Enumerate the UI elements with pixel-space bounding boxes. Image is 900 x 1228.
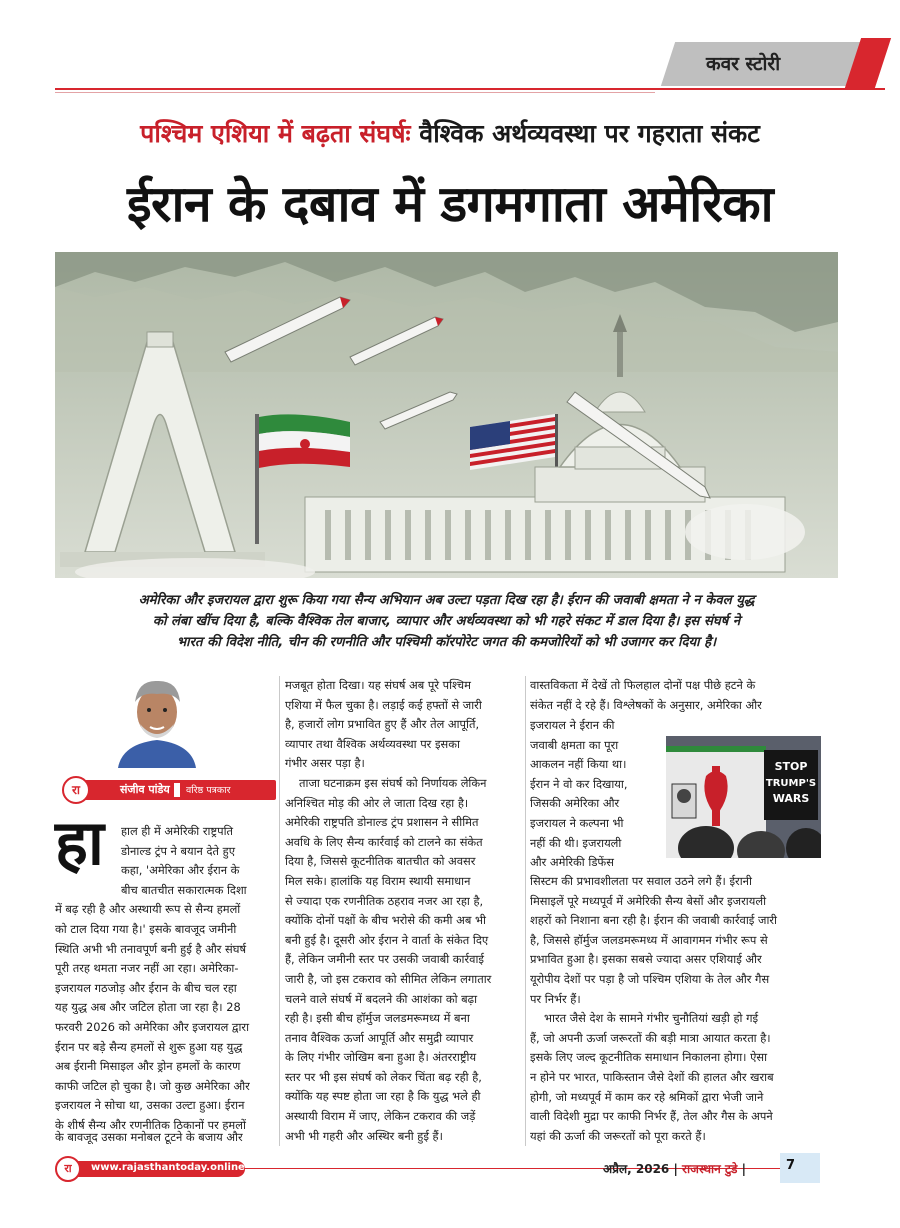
text-line: न होने पर भारत, पाकिस्तान जैसे देशों की हालत और खराब (530, 1069, 774, 1084)
text-line: गंभीर असर पड़ा है। (285, 756, 365, 771)
author-photo (118, 672, 196, 768)
section-tag: कवर स्टोरी (706, 53, 781, 75)
text-line: अब ईरानी मिसाइल और ड्रोन हमलों के कारण (55, 1059, 241, 1074)
text-line: में बढ़ रही है और अस्थायी रूप से सैन्य हमलों (55, 902, 241, 917)
text-line: जवाबी क्षमता का पूरा (530, 737, 619, 752)
text-line: क्योंकि दोनों पक्षों के बीच भरोसे की कमी अब भी (285, 913, 486, 928)
sign-line: TRUMP'S (765, 778, 817, 789)
text-line: इसके लिए जल्द कूटनीतिक समाधान निकालना होगा। ऐसा (530, 1050, 768, 1065)
text-line: के बावजूद उसका मनोबल टूटने के बजाय और (55, 1130, 243, 1144)
author-role: वरिष्ठ पत्रकार (186, 785, 231, 796)
text-line: जारी है, जो इस टकराव को सीमित लेकिन लगातार (285, 971, 492, 986)
text-line: काफी जटिल हो चुका है। जो कुछ अमेरिका और (55, 1078, 250, 1093)
website-url[interactable]: www.rajasthantoday.online (91, 1162, 245, 1173)
footer-website (55, 1156, 245, 1182)
text-line: अनिश्चित मोड़ की ओर ले जाता दिख रहा है। (285, 795, 469, 810)
footer-issue: अप्रैल, 2026 | राजस्थान टुडे | (603, 1162, 747, 1176)
text-line: के लिए गंभीर जोखिम बना हुआ है। अंतरराष्ट्रीय (285, 1050, 477, 1065)
article-column-2 (285, 676, 520, 1146)
text-line: हैं, लेकिन जमीनी स्तर पर उसकी जवाबी कार्रवाई (285, 952, 485, 967)
text-line: कहा, 'अमेरिका और ईरान के (121, 863, 240, 878)
text-line: रही है। इसी बीच हॉर्मुज जलडमरूमध्य में बना (285, 1011, 470, 1026)
text-line: ताजा घटनाक्रम इस संघर्ष को निर्णायक लेकिन (299, 775, 487, 790)
text-line: जिसकी अमेरिका और (530, 796, 620, 811)
text-line: शहरों को निशाना बना रही है। ईरान की जवाबी कार्रवाई जारी (530, 913, 778, 928)
text-line: ईरान ने वो कर दिखाया, (530, 776, 628, 791)
text-line: क्योंकि यह स्पष्ट होता जा रहा है कि युद्ध भले ही (285, 1089, 481, 1104)
text-line: हाल ही में अमेरिकी राष्ट्रपति (121, 824, 234, 838)
text-line: अस्थायी विराम में जाए, लेकिन टकराव की जड़ें (285, 1109, 476, 1124)
text-line: संकेत नहीं दे रहे हैं। विश्लेषकों के अनुसार, अमेरिका और (530, 697, 762, 712)
article-column-1-end (55, 1128, 274, 1148)
text-line: अवधि के लिए सैन्य कार्रवाई को टालने का संकेत (285, 834, 483, 849)
text-line: भारत जैसे देश के सामने गंभीर चुनौतियां खड़ी हो गई (544, 1011, 759, 1026)
text-line: स्तर पर भी इस संघर्ष को लेकर चिंता बढ़ रही है, (285, 1069, 482, 1084)
text-line: व्यापार तथा वैश्विक अर्थव्यवस्था पर इसका (285, 736, 460, 751)
text-line: मिल सके। हालांकि यह विराम स्थायी समाधान (285, 873, 471, 888)
protest-photo (666, 736, 821, 858)
text-line: मजबूत होता दिखा। यह संघर्ष अब पूरे पश्चिम (285, 678, 471, 692)
text-line: चलने वाले संघर्ष में बदलने की आशंका को बढ़ा (285, 991, 478, 1006)
text-line: को टाल दिया गया है।' इसके बावजूद जमीनी (55, 921, 237, 936)
text-line: अभी भी गहरी और अस्थिर बनी हुई हैं। (285, 1128, 443, 1143)
lede-line: भारत की विदेश नीति, चीन की रणनीति और पश्चिमी कॉरपोरेट जगत की कमजोरियों को भी उजागर कर दिया है। (176, 635, 717, 650)
text-line: पर निर्भर हैं। (530, 991, 581, 1006)
text-line: एशिया में फैल चुका है। लड़ाई कई हफ्तों से जारी (285, 697, 482, 712)
text-line: दिया है, जिससे कूटनीतिक बातचीत को अवसर (285, 854, 476, 869)
sign-line: STOP (774, 760, 808, 773)
issue-date: अप्रैल, 2026 (603, 1162, 670, 1176)
text-line: यूरोपीय देशों पर पड़ा है जो पश्चिम एशिया के तेल और गैस (530, 971, 770, 986)
article-column-3-top (530, 676, 823, 715)
kicker-black: वैश्विक अर्थव्यवस्था पर गहराता संकट (410, 119, 760, 148)
publication-name: राजस्थान टुडे (682, 1162, 738, 1176)
article-column-3-bottom (530, 872, 823, 1146)
kicker-red: पश्चिम एशिया में बढ़ता संघर्षः (140, 119, 411, 148)
lede-line: अमेरिका और इजरायल द्वारा शुरू किया गया सैन्य अभियान अब उल्टा पड़ता दिख रहा है। ईरान की जवाबी क्षमता ने न केवल युद्ध (138, 593, 755, 608)
publication-logo-icon: रा (62, 776, 90, 804)
text-line: मिसाइलें पूरे मध्यपूर्व में अमेरिकी सैन्य बेसों और इजरायली (530, 893, 767, 908)
text-line: के शीर्ष सैन्य और रणनीतिक ठिकानों पर हमलों (55, 1117, 246, 1132)
kicker (0, 116, 900, 150)
column-divider (525, 676, 526, 1146)
footer-logo-icon: रा (55, 1156, 81, 1182)
headline: ईरान के दबाव में डगमगाता अमेरिका (126, 175, 774, 233)
text-line: प्रभावित हुआ है। इसका सबसे ज्यादा असर एशियाई और (530, 952, 762, 967)
text-line: बीच बातचीत सकारात्मक दिशा (121, 882, 247, 897)
text-line: पूरी तरह थमता नजर नहीं आ रहा। अमेरिका- (55, 961, 239, 976)
text-line: अमेरिकी राष्ट्रपति डोनाल्ड ट्रंप प्रशासन ने सीमित (285, 815, 479, 830)
header-rule (55, 88, 885, 90)
page-number: 7 (786, 1158, 796, 1173)
text-line: इजरायल ने ईरान की (530, 718, 615, 732)
hero-svg (55, 252, 838, 578)
text-line: तनाव वैश्विक ऊर्जा आपूर्ति और समुद्री व्यापार (285, 1030, 474, 1045)
text-line: यहां की ऊर्जा की जरूरतों को पूरा करते हैं। (530, 1128, 706, 1143)
sign-line: WARS (772, 792, 810, 805)
text-line: और अमेरिकी डिफेंस (530, 855, 614, 870)
article-column-3-wrap (530, 716, 660, 873)
text-line: सिस्टम की प्रभावशीलता पर सवाल उठने लगे हैं। ईरानी (530, 874, 752, 888)
author-name: संजीव पांडेय (120, 783, 170, 796)
text-line: ईरान पर बड़े सैन्य हमलों से शुरू हुआ यह युद्ध (55, 1039, 243, 1054)
text-line: इजरायल ने सोचा था, उसका उल्टा हुआ। ईरान (55, 1098, 245, 1113)
byline (62, 776, 276, 804)
lede (55, 590, 838, 653)
lede-line: को लंबा खींच दिया है, बल्कि वैश्विक तेल बाजार, व्यापार और अर्थव्यवस्था को भी गहरे संकट में डाल दिया है। इस संघर्ष ने (152, 614, 741, 629)
text-line: यह युद्ध अब और जटिल होता जा रहा है। 28 (55, 1000, 241, 1015)
text-line: इजरायल गठजोड़ और ईरान के बीच चल रहा (55, 980, 237, 995)
text-line: है, जिससे हॉर्मुज जलडमरूमध्य में आवागमन गंभीर रूप से (530, 932, 768, 947)
text-line: फरवरी 2026 को अमेरिका और इजरायल द्वारा (55, 1019, 250, 1034)
text-line: नहीं की थी। इजरायली (530, 835, 622, 850)
text-line: होगी, जो मध्यपूर्व में काम कर रहे श्रमिकों द्वारा भेजी जाने (530, 1089, 764, 1104)
column-divider (279, 676, 280, 1146)
header-rule-light (55, 92, 655, 93)
text-line: से ज्यादा एक रणनीतिक ठहराव नजर आ रहा है, (285, 893, 484, 908)
text-line: डोनाल्ड ट्रंप ने बयान देते हुए (121, 843, 236, 858)
hero-illustration (55, 252, 838, 578)
text-line: आकलन नहीं किया था। (530, 757, 627, 772)
text-line: वास्तविकता में देखें तो फिलहाल दोनों पक्ष पीछे हटने के (530, 678, 756, 692)
text-line: वाली विदेशी मुद्रा पर काफी निर्भर हैं, तेल और गैस के अपने (530, 1109, 773, 1124)
drop-cap: हा (55, 806, 104, 879)
text-line: हैं, जो अपनी ऊर्जा जरूरतों की बड़ी मात्रा आयात करता है। (530, 1030, 771, 1045)
text-line: है, हजारों लोग प्रभावित हुए हैं और तेल आपूर्ति, (285, 717, 480, 732)
text-line: स्थिति अभी भी तनावपूर्ण बनी हुई है और संघर्ष (55, 941, 247, 956)
section-tab (668, 38, 883, 88)
text-line: इजरायल ने कल्पना भी (530, 815, 624, 830)
text-line: बनी हुई है। दूसरी ओर ईरान ने वार्ता के संकेत दिए (285, 932, 489, 947)
article-column-1 (55, 822, 274, 1136)
